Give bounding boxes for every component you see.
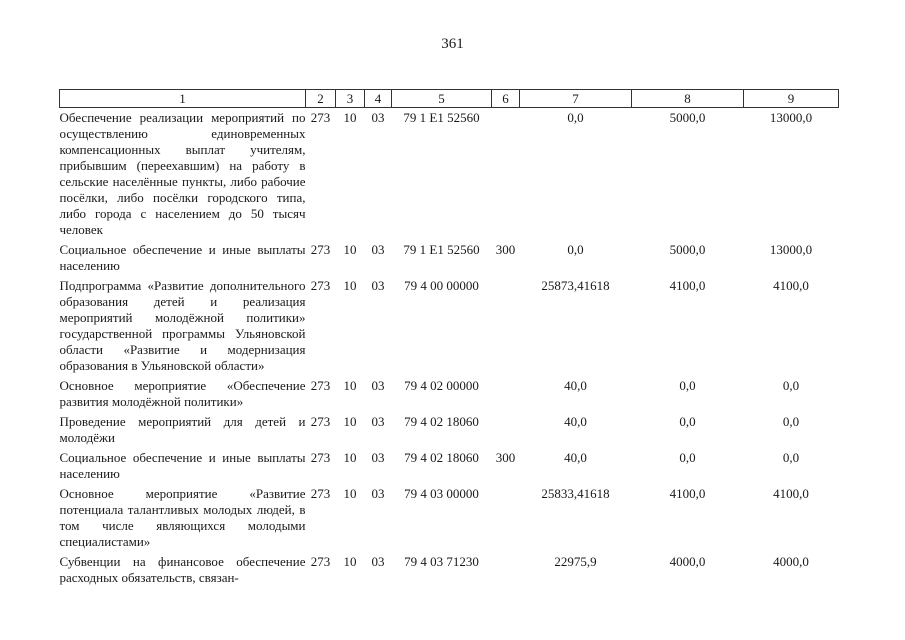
- row-name-cell: Обеспечение реализации мероприятий по осуществлению единовременных компенсационных выплат учителям, прибывшим (переехавшим) на работу в сельские населённые пункты, либо рабочие посёлки, либо посёлки городского типа, либо города с населением до 50 тысяч человек: [59, 110, 306, 237]
- expense-type-cell: 300: [495, 242, 516, 257]
- code-subsection-cell: 03: [371, 278, 385, 293]
- row-name-cell: Социальное обеспечение и иные выплаты населению: [59, 242, 306, 273]
- code-subsection-cell: 03: [371, 378, 385, 393]
- amount-col7-cell: 0,0: [567, 110, 584, 125]
- amount-col9-cell: 4100,0: [773, 486, 809, 501]
- table-row: [60, 276, 839, 376]
- target-code-cell: 79 4 02 18060: [404, 414, 479, 429]
- amount-col8-cell: 0,0: [679, 378, 696, 393]
- target-code-cell: 79 4 03 00000: [404, 486, 479, 501]
- code-admin-cell: 273: [310, 486, 331, 501]
- amount-col8-cell: 4000,0: [669, 554, 706, 569]
- code-subsection-cell: 03: [371, 554, 385, 569]
- code-admin-cell: 273: [310, 110, 331, 125]
- code-section-cell: 10: [343, 450, 357, 465]
- code-subsection-cell: 03: [371, 414, 385, 429]
- code-subsection-cell: 03: [371, 110, 385, 125]
- code-subsection-cell: 03: [371, 486, 385, 501]
- target-code-cell: 79 4 02 00000: [404, 378, 479, 393]
- expense-type-cell: [492, 484, 520, 552]
- amount-col9-cell: 13000,0: [769, 242, 813, 257]
- header-cell-3: 3: [336, 90, 365, 108]
- target-code-cell: 79 4 02 18060: [404, 450, 479, 465]
- table-row: [60, 484, 839, 552]
- row-name-cell: Основное мероприятие «Развитие потенциала талантливых молодых людей, в том числе являющихся молодыми специалистами»: [59, 486, 306, 549]
- expense-type-cell: [492, 552, 520, 588]
- header-cell-6: 6: [492, 90, 520, 108]
- table-row: [60, 108, 839, 241]
- table-row: [60, 240, 839, 276]
- amount-col7-cell: 40,0: [564, 414, 587, 429]
- row-name-cell: Подпрограмма «Развитие дополнительного образования детей и реализация мероприятий молодёжной политики» государственной программы Ульяновской области «Развитие и модернизация образования в Ульяновской области»: [59, 278, 306, 373]
- table-row: [60, 412, 839, 448]
- target-code-cell: 79 1 E1 52560: [403, 110, 480, 125]
- expense-type-cell: [492, 108, 520, 241]
- row-name-cell: Социальное обеспечение и иные выплаты населению: [59, 450, 306, 481]
- header-cell-9: 9: [744, 90, 839, 108]
- amount-col8-cell: 5000,0: [669, 242, 706, 257]
- target-code-cell: 79 1 E1 52560: [403, 242, 480, 257]
- row-name-cell: Основное мероприятие «Обеспечение развития молодёжной политики»: [59, 378, 306, 409]
- amount-col7-cell: 25873,41618: [541, 278, 610, 293]
- amount-col7-cell: 40,0: [564, 378, 587, 393]
- row-name-cell: Субвенции на финансовое обеспечение расходных обязательств, связан-: [59, 554, 306, 585]
- code-admin-cell: 273: [310, 450, 331, 465]
- code-subsection-cell: 03: [371, 450, 385, 465]
- header-cell-1: 1: [60, 90, 306, 108]
- amount-col9-cell: 0,0: [782, 450, 800, 465]
- amount-col8-cell: 4100,0: [669, 278, 706, 293]
- table-row: [60, 552, 839, 588]
- expense-type-cell: [492, 412, 520, 448]
- table-row: [60, 376, 839, 412]
- page-number: 361: [441, 36, 464, 52]
- code-section-cell: 10: [343, 554, 357, 569]
- code-admin-cell: 273: [310, 378, 331, 393]
- code-admin-cell: 273: [310, 414, 331, 429]
- amount-col9-cell: 4100,0: [773, 278, 809, 293]
- code-section-cell: 10: [343, 110, 357, 125]
- amount-col9-cell: 0,0: [782, 414, 800, 429]
- expense-type-cell: [492, 276, 520, 376]
- table-header-row: [60, 90, 839, 108]
- amount-col8-cell: 4100,0: [669, 486, 706, 501]
- code-admin-cell: 273: [310, 242, 331, 257]
- code-admin-cell: 273: [310, 278, 331, 293]
- code-section-cell: 10: [343, 242, 357, 257]
- code-section-cell: 10: [343, 378, 357, 393]
- code-section-cell: 10: [343, 414, 357, 429]
- header-cell-7: 7: [520, 90, 632, 108]
- row-name-cell: Проведение мероприятий для детей и молодёжи: [59, 414, 306, 445]
- amount-col8-cell: 5000,0: [669, 110, 706, 125]
- target-code-cell: 79 4 00 00000: [404, 278, 479, 293]
- code-section-cell: 10: [343, 486, 357, 501]
- header-cell-5: 5: [392, 90, 492, 108]
- header-cell-8: 8: [632, 90, 744, 108]
- expense-type-cell: [492, 376, 520, 412]
- amount-col9-cell: 0,0: [782, 378, 800, 393]
- amount-col7-cell: 22975,9: [554, 554, 597, 569]
- amount-col8-cell: 0,0: [679, 450, 696, 465]
- header-cell-4: 4: [365, 90, 392, 108]
- amount-col7-cell: 0,0: [567, 242, 584, 257]
- target-code-cell: 79 4 03 71230: [404, 554, 479, 569]
- code-section-cell: 10: [343, 278, 357, 293]
- budget-table: [59, 89, 839, 588]
- header-cell-2: 2: [306, 90, 336, 108]
- amount-col7-cell: 25833,41618: [541, 486, 610, 501]
- table-row: [60, 448, 839, 484]
- code-subsection-cell: 03: [371, 242, 385, 257]
- amount-col9-cell: 13000,0: [769, 110, 813, 125]
- amount-col8-cell: 0,0: [679, 414, 696, 429]
- amount-col7-cell: 40,0: [564, 450, 587, 465]
- amount-col9-cell: 4000,0: [773, 554, 809, 569]
- expense-type-cell: 300: [495, 450, 516, 465]
- code-admin-cell: 273: [310, 554, 331, 569]
